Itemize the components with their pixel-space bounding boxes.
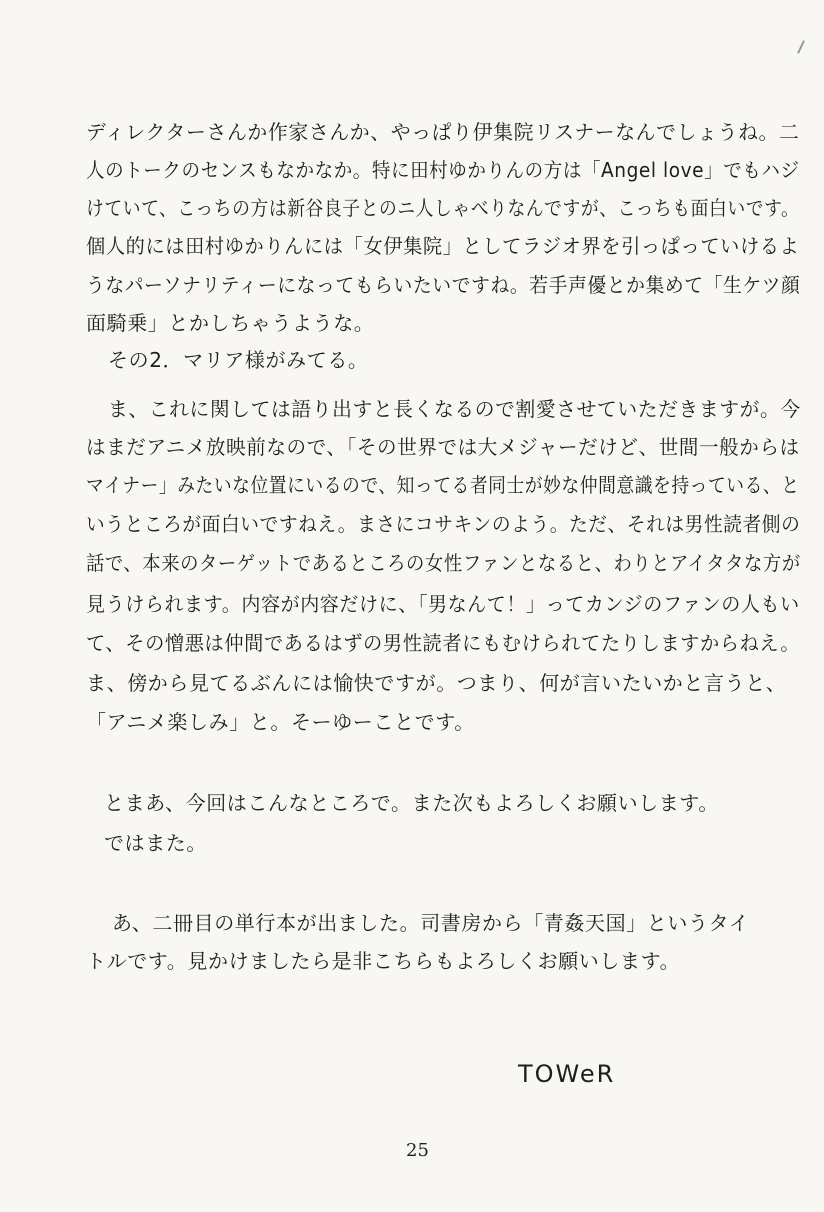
text-line: 個人的には田村ゆかりんには「女伊集院」としてラジオ界を引っぱっていけるよ — [86, 234, 800, 258]
text-line: あ、二冊目の単行本が出ました。司書房から「青姦天国」というタイ — [112, 911, 750, 935]
text-line: マイナー」みたいな位置にいるので、知ってる者同士が妙な仲間意識を持っている、と — [86, 473, 800, 497]
text-line: 面騎乗」とかしちゃうような。 — [86, 311, 375, 335]
text-line: はまだアニメ放映前なので、「その世界では大メジャーだけど、世間一般からは — [86, 435, 800, 459]
author-signature: TOWeR — [518, 1060, 616, 1088]
text-line: ま、これに関しては語り出すと長くなるので割愛させていただきますが。今 — [108, 397, 801, 421]
text-line: ま、傍から見てるぶんには愉快ですが。つまり、何が言いたいかと言うと、 — [86, 671, 787, 695]
paper-mark — [797, 40, 805, 54]
text-line: ではまた。 — [104, 831, 207, 855]
text-line: 見うけられます。内容が内容だけに、「男なんて！」ってカンジのファンの人もい — [86, 592, 800, 616]
text-line: 「アニメ楽しみ」と。そーゆーことです。 — [86, 710, 475, 734]
text-line: トルです。見かけましたら是非こちらもよろしくお願いします。 — [86, 949, 681, 973]
text-line: いうところが面白いですねえ。まさにコサキンのよう。ただ、それは男性読者側の — [86, 512, 801, 536]
text-line: うなパーソナリティーになってもらいたいですね。若手声優とか集めて「生ケツ顔 — [86, 273, 801, 297]
text-line: 人のトークのセンスもなかなか。特に田村ゆかりんの方は「Angel love」でもハジ — [86, 158, 800, 182]
text-line: て、その憎悪は仲間であるはずの男性読者にもむけられてたりしますからねえ。 — [86, 631, 801, 655]
text-line: とまあ、今回はこんなところで。また次もよろしくお願いします。 — [104, 791, 719, 815]
text-line: 話で、本来のターゲットであるところの女性ファンとなると、わりとアイタタな方が — [86, 551, 801, 575]
text-line: ディレクターさんか作家さんか、やっぱり伊集院リスナーなんでしょうね。二 — [86, 120, 800, 144]
text-line: その2．マリア様がみてる。 — [108, 348, 369, 372]
page-number: 25 — [406, 1140, 429, 1161]
text-line: けていて、こっちの方は新谷良子とのニ人しゃべりなんですが、こっちも面白いです。 — [86, 196, 800, 220]
